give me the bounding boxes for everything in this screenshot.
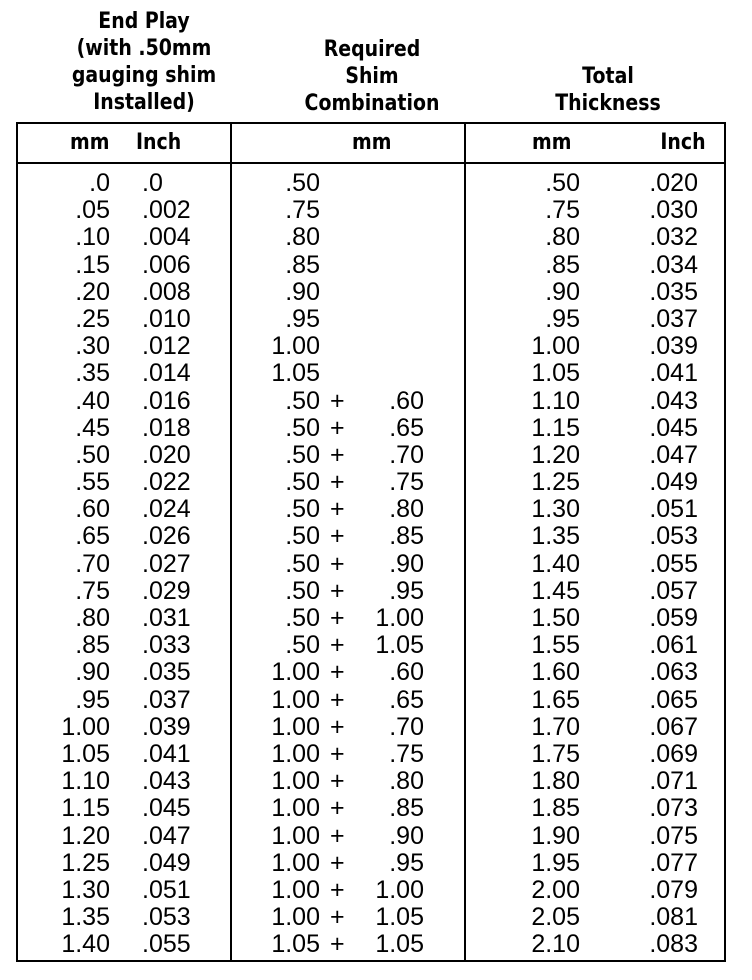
end-play-inch-cell: .016 [142, 386, 191, 415]
end-play-mm-cell: .10 [75, 223, 110, 252]
end-play-mm-cell: .15 [75, 250, 110, 279]
total-mm-cell: 2.10 [531, 930, 580, 959]
shim-second-cell: .90 [389, 549, 424, 578]
total-inch-cell: .041 [649, 359, 698, 388]
table-row [18, 632, 724, 659]
table-row [18, 415, 724, 442]
total-mm-cell: .75 [545, 196, 580, 225]
total-mm-cell: 1.25 [531, 468, 580, 497]
end-play-mm-cell: .30 [75, 332, 110, 361]
table-row [18, 877, 724, 904]
shim-first-cell: .90 [285, 277, 320, 306]
shim-plus-sign: + [330, 604, 345, 632]
shim-plus-sign: + [330, 930, 345, 959]
shim-first-cell: .50 [285, 495, 320, 524]
end-play-mm-cell: .55 [75, 468, 110, 497]
table-body [18, 170, 724, 958]
table-row [18, 714, 724, 741]
shim-second-cell: .80 [389, 767, 424, 796]
shim-first-cell: .50 [285, 604, 320, 632]
total-inch-cell: .075 [649, 821, 698, 850]
end-play-inch-subheader: Inch [136, 130, 182, 155]
table-row [18, 850, 724, 877]
shim-plus-sign: + [330, 739, 345, 768]
table-row [18, 523, 724, 550]
table-row [18, 496, 724, 523]
table-row [18, 333, 724, 360]
table-row [18, 551, 724, 578]
end-play-inch-cell: .039 [142, 712, 191, 741]
shim-first-cell: 1.00 [271, 712, 320, 741]
total-inch-cell: .059 [649, 604, 698, 632]
total-mm-cell: 1.45 [531, 576, 580, 605]
end-play-inch-cell: .0 [142, 169, 163, 197]
shim-plus-sign: + [330, 821, 345, 850]
end-play-mm-cell: .20 [75, 277, 110, 306]
total-inch-cell: .053 [649, 522, 698, 551]
table-row [18, 360, 724, 387]
shim-first-cell: .50 [285, 440, 320, 469]
end-play-inch-cell: .047 [142, 821, 191, 850]
end-play-inch-cell: .004 [142, 223, 191, 252]
shim-plus-sign: + [330, 903, 345, 932]
shim-first-cell: 1.00 [271, 332, 320, 361]
end-play-mm-cell: 1.40 [61, 930, 110, 959]
end-play-inch-cell: .020 [142, 440, 191, 469]
table-row [18, 252, 724, 279]
shim-first-cell: 1.00 [271, 739, 320, 768]
end-play-mm-cell: 1.35 [61, 903, 110, 932]
shim-first-cell: 1.00 [271, 767, 320, 796]
total-inch-cell: .069 [649, 739, 698, 768]
end-play-inch-cell: .008 [142, 277, 191, 306]
end-play-header-line: (with .50mm [76, 36, 212, 61]
total-mm-cell: .50 [545, 169, 580, 197]
shim-plus-sign: + [330, 767, 345, 796]
table-row [18, 578, 724, 605]
table-row [18, 768, 724, 795]
shim-second-cell: 1.00 [375, 875, 424, 904]
end-play-inch-cell: .026 [142, 522, 191, 551]
shim-plus-sign: + [330, 440, 345, 469]
table-row [18, 931, 724, 958]
end-play-header-line: Installed) [93, 90, 195, 115]
table-row [18, 224, 724, 251]
shim-first-cell: .85 [285, 250, 320, 279]
total-inch-cell: .047 [649, 440, 698, 469]
end-play-mm-cell: 1.20 [61, 821, 110, 850]
end-play-mm-cell: .05 [75, 196, 110, 225]
total-mm-cell: 1.50 [531, 604, 580, 632]
end-play-inch-cell: .006 [142, 250, 191, 279]
total-inch-cell: .083 [649, 930, 698, 959]
end-play-inch-cell: .035 [142, 658, 191, 687]
shim-second-cell: .70 [389, 712, 424, 741]
total-mm-cell: 1.30 [531, 495, 580, 524]
total-inch-cell: .049 [649, 468, 698, 497]
total-inch-cell: .043 [649, 386, 698, 415]
required-shim-header-line: Required [323, 37, 421, 62]
shim-second-cell: 1.05 [375, 631, 424, 660]
total-mm-cell: 1.85 [531, 794, 580, 823]
total-inch-cell: .061 [649, 631, 698, 660]
total-inch-cell: .045 [649, 413, 698, 442]
table-row [18, 659, 724, 686]
total-thickness-header-line: Thickness [555, 91, 661, 116]
total-inch-cell: .077 [649, 848, 698, 877]
total-mm-cell: 1.70 [531, 712, 580, 741]
shim-second-cell: .75 [389, 739, 424, 768]
end-play-mm-cell: .35 [75, 359, 110, 388]
shim-plus-sign: + [330, 386, 345, 415]
total-mm-cell: 1.15 [531, 413, 580, 442]
end-play-header [49, 8, 238, 116]
total-inch-cell: .032 [649, 223, 698, 252]
table-row [18, 197, 724, 224]
total-inch-cell: .039 [649, 332, 698, 361]
total-mm-cell: .95 [545, 304, 580, 333]
shim-first-cell: 1.00 [271, 875, 320, 904]
total-mm-cell: 1.00 [531, 332, 580, 361]
shim-plus-sign: + [330, 413, 345, 442]
end-play-mm-cell: .85 [75, 631, 110, 660]
total-inch-cell: .071 [649, 767, 698, 796]
total-mm-cell: 1.90 [531, 821, 580, 850]
shim-plus-sign: + [330, 631, 345, 660]
total-inch-cell: .067 [649, 712, 698, 741]
end-play-inch-cell: .049 [142, 848, 191, 877]
end-play-inch-cell: .010 [142, 304, 191, 333]
table-row [18, 306, 724, 333]
total-mm-cell: 1.05 [531, 359, 580, 388]
shim-first-cell: 1.00 [271, 903, 320, 932]
shim-plus-sign: + [330, 658, 345, 687]
end-play-inch-cell: .043 [142, 767, 191, 796]
shim-table [16, 122, 726, 962]
end-play-header-line: gauging shim [71, 63, 217, 88]
total-mm-cell: 1.65 [531, 685, 580, 714]
total-mm-cell: 1.40 [531, 549, 580, 578]
total-inch-cell: .035 [649, 277, 698, 306]
shim-first-cell: 1.00 [271, 821, 320, 850]
end-play-inch-cell: .002 [142, 196, 191, 225]
end-play-inch-cell: .027 [142, 549, 191, 578]
required-shim-header-line: Shim [345, 64, 399, 89]
end-play-mm-cell: 1.00 [61, 712, 110, 741]
end-play-inch-cell: .045 [142, 794, 191, 823]
end-play-inch-cell: .029 [142, 576, 191, 605]
total-thickness-header-line: Total [582, 64, 634, 89]
end-play-mm-cell: .80 [75, 604, 110, 632]
end-play-inch-cell: .024 [142, 495, 191, 524]
shim-first-cell: .80 [285, 223, 320, 252]
total-inch-cell: .037 [649, 304, 698, 333]
end-play-mm-subheader: mm [70, 130, 110, 155]
shim-first-cell: .75 [285, 196, 320, 225]
total-mm-cell: 1.20 [531, 440, 580, 469]
total-inch-cell: .055 [649, 549, 698, 578]
shim-first-cell: .50 [285, 549, 320, 578]
shim-second-cell: .85 [389, 794, 424, 823]
total-mm-cell: 1.60 [531, 658, 580, 687]
total-mm-cell: .85 [545, 250, 580, 279]
total-inch-cell: .034 [649, 250, 698, 279]
shim-second-cell: 1.00 [375, 604, 424, 632]
shim-plus-sign: + [330, 712, 345, 741]
end-play-mm-cell: .25 [75, 304, 110, 333]
total-inch-cell: .079 [649, 875, 698, 904]
end-play-inch-cell: .012 [142, 332, 191, 361]
end-play-inch-cell: .051 [142, 875, 191, 904]
end-play-mm-cell: .40 [75, 386, 110, 415]
shim-plus-sign: + [330, 794, 345, 823]
shim-second-cell: .70 [389, 440, 424, 469]
total-mm-cell: 1.80 [531, 767, 580, 796]
total-mm-cell: 2.00 [531, 875, 580, 904]
total-inch-subheader: Inch [660, 130, 706, 155]
end-play-mm-cell: 1.05 [61, 739, 110, 768]
required-shim-header-line: Combination [304, 91, 440, 116]
end-play-inch-cell: .033 [142, 631, 191, 660]
shim-mm-subheader: mm [352, 130, 392, 155]
total-inch-cell: .063 [649, 658, 698, 687]
table-row [18, 795, 724, 822]
total-inch-cell: .081 [649, 903, 698, 932]
shim-second-cell: 1.05 [375, 903, 424, 932]
subheader-divider [18, 162, 724, 164]
shim-plus-sign: + [330, 468, 345, 497]
table-row [18, 823, 724, 850]
shim-first-cell: 1.00 [271, 658, 320, 687]
shim-first-cell: .50 [285, 169, 320, 197]
shim-first-cell: .95 [285, 304, 320, 333]
shim-second-cell: .95 [389, 576, 424, 605]
shim-second-cell: 1.05 [375, 930, 424, 959]
end-play-mm-cell: 1.30 [61, 875, 110, 904]
total-inch-cell: .051 [649, 495, 698, 524]
end-play-mm-cell: .90 [75, 658, 110, 687]
shim-second-cell: .60 [389, 658, 424, 687]
shim-second-cell: .95 [389, 848, 424, 877]
shim-plus-sign: + [330, 495, 345, 524]
end-play-mm-cell: 1.25 [61, 848, 110, 877]
shim-first-cell: .50 [285, 386, 320, 415]
total-mm-cell: .90 [545, 277, 580, 306]
total-mm-cell: .80 [545, 223, 580, 252]
total-mm-cell: 1.95 [531, 848, 580, 877]
end-play-mm-cell: .95 [75, 685, 110, 714]
total-inch-cell: .057 [649, 576, 698, 605]
shim-second-cell: .65 [389, 413, 424, 442]
shim-second-cell: .90 [389, 821, 424, 850]
total-mm-cell: 1.55 [531, 631, 580, 660]
shim-first-cell: .50 [285, 468, 320, 497]
total-inch-cell: .073 [649, 794, 698, 823]
shim-first-cell: .50 [285, 522, 320, 551]
total-inch-cell: .020 [649, 169, 698, 197]
shim-first-cell: .50 [285, 576, 320, 605]
end-play-mm-cell: .75 [75, 576, 110, 605]
total-mm-subheader: mm [532, 130, 572, 155]
total-thickness-header [488, 63, 729, 117]
shim-first-cell: .50 [285, 631, 320, 660]
table-row [18, 388, 724, 415]
table-row [18, 279, 724, 306]
table-row [18, 469, 724, 496]
end-play-inch-cell: .014 [142, 359, 191, 388]
table-row [18, 687, 724, 714]
table-row [18, 605, 724, 632]
table-row [18, 170, 724, 197]
shim-second-cell: .80 [389, 495, 424, 524]
end-play-mm-cell: .65 [75, 522, 110, 551]
end-play-mm-cell: 1.10 [61, 767, 110, 796]
end-play-mm-cell: .70 [75, 549, 110, 578]
end-play-inch-cell: .055 [142, 930, 191, 959]
end-play-mm-cell: .0 [89, 169, 110, 197]
shim-plus-sign: + [330, 848, 345, 877]
total-mm-cell: 1.10 [531, 386, 580, 415]
shim-second-cell: .60 [389, 386, 424, 415]
required-shim-header [277, 36, 466, 117]
table-row [18, 904, 724, 931]
end-play-mm-cell: .60 [75, 495, 110, 524]
total-inch-cell: .030 [649, 196, 698, 225]
shim-first-cell: 1.00 [271, 685, 320, 714]
table-row [18, 741, 724, 768]
shim-first-cell: 1.00 [271, 848, 320, 877]
end-play-header-line: End Play [98, 9, 190, 34]
shim-plus-sign: + [330, 875, 345, 904]
total-inch-cell: .065 [649, 685, 698, 714]
shim-first-cell: 1.05 [271, 359, 320, 388]
table-row [18, 442, 724, 469]
end-play-inch-cell: .053 [142, 903, 191, 932]
shim-plus-sign: + [330, 549, 345, 578]
end-play-inch-cell: .018 [142, 413, 191, 442]
end-play-inch-cell: .031 [142, 604, 191, 632]
end-play-inch-cell: .037 [142, 685, 191, 714]
end-play-mm-cell: .45 [75, 413, 110, 442]
total-mm-cell: 1.35 [531, 522, 580, 551]
shim-plus-sign: + [330, 685, 345, 714]
end-play-mm-cell: .50 [75, 440, 110, 469]
shim-first-cell: 1.05 [271, 930, 320, 959]
shim-plus-sign: + [330, 576, 345, 605]
total-mm-cell: 1.75 [531, 739, 580, 768]
shim-second-cell: .65 [389, 685, 424, 714]
end-play-mm-cell: 1.15 [61, 794, 110, 823]
shim-second-cell: .75 [389, 468, 424, 497]
end-play-inch-cell: .022 [142, 468, 191, 497]
shim-second-cell: .85 [389, 522, 424, 551]
total-mm-cell: 2.05 [531, 903, 580, 932]
shim-first-cell: 1.00 [271, 794, 320, 823]
end-play-inch-cell: .041 [142, 739, 191, 768]
shim-first-cell: .50 [285, 413, 320, 442]
shim-plus-sign: + [330, 522, 345, 551]
